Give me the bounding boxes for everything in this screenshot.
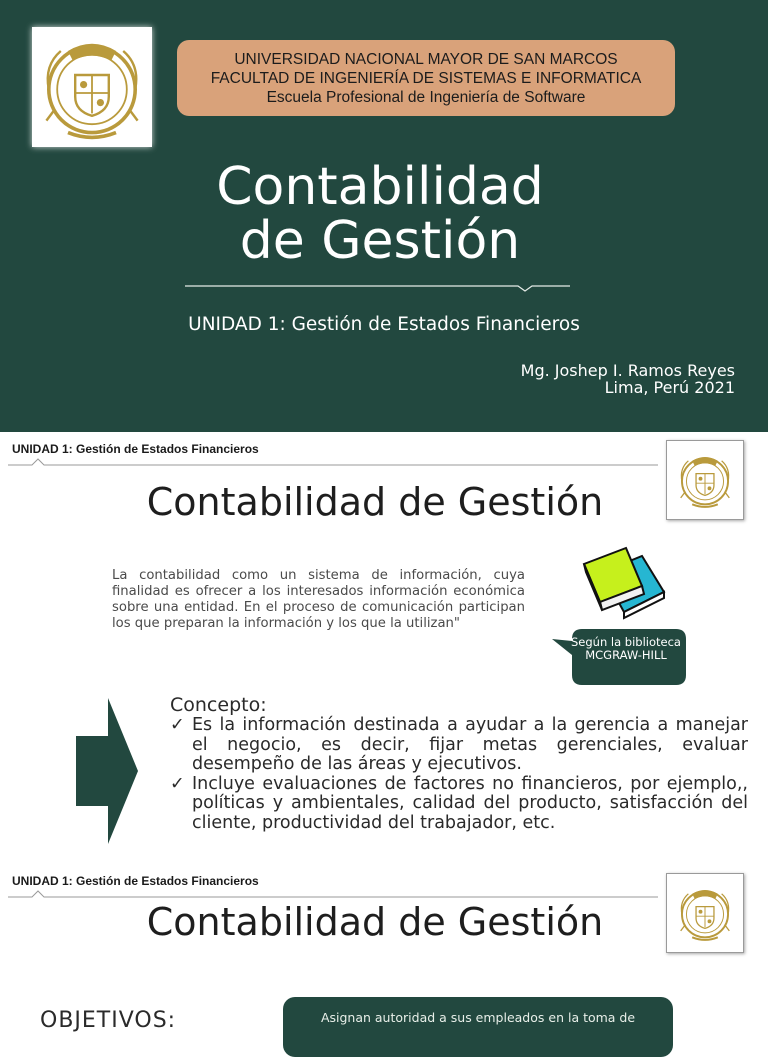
concept-item	[170, 716, 748, 775]
check-icon: ✓	[170, 715, 185, 735]
university-seal-icon	[32, 27, 152, 147]
source-callout-text: Según la biblioteca MCGRAW-HILL	[571, 635, 681, 662]
cover-author-block	[521, 362, 735, 396]
cover-divider	[185, 281, 570, 293]
concept-item	[170, 775, 748, 834]
concept-title: Concepto:	[170, 694, 267, 716]
cover-title-line-2: de Gestión	[239, 211, 521, 271]
university-name: UNIVERSIDAD NACIONAL MAYOR DE SAN MARCOS	[234, 50, 618, 68]
school-name: Escuela Profesional de Ingeniería de Software	[266, 88, 586, 106]
header-divider	[8, 457, 658, 471]
concept-item-text: Es la información destinada a ayudar a la gerencia a manejar el negocio, es decir, fijar metas gerenciales, evaluar desempeño de las áreas y ejecutivos.	[192, 715, 748, 774]
place-date: Lima, Perú 2021	[604, 378, 735, 397]
source-callout	[552, 629, 686, 685]
cover-title-line-1: Contabilidad	[216, 157, 544, 217]
author-name: Mg. Joshep I. Ramos Reyes	[520, 361, 735, 380]
chevron-arrow-icon	[76, 698, 138, 844]
university-seal-icon	[666, 440, 744, 520]
objective-box	[283, 997, 673, 1057]
cover-title	[130, 157, 630, 271]
cover-slide	[0, 0, 768, 432]
slide-title: Contabilidad de Gestión	[146, 900, 604, 944]
slide-title: Contabilidad de Gestión	[146, 480, 604, 524]
university-seal-icon	[666, 873, 744, 953]
unit-header: UNIDAD 1: Gestión de Estados Financieros	[12, 442, 259, 456]
objectives-slide	[0, 862, 768, 1033]
intro-paragraph: La contabilidad como un sistema de información, cuya finalidad es ofrecer a los interesados información económica sobre una entidad. En el proceso de comunicación participan los que preparan la información y los que la utilizan"	[112, 568, 525, 631]
check-icon: ✓	[170, 773, 185, 794]
objective-box-text: Asignan autoridad a sus empleados en la toma de	[320, 1010, 636, 1025]
concept-slide	[0, 432, 768, 860]
unit-header: UNIDAD 1: Gestión de Estados Financieros	[12, 874, 259, 888]
faculty-name: FACULTAD DE INGENIERÍA DE SISTEMAS E INFORMATICA	[210, 69, 642, 87]
books-icon	[580, 542, 666, 620]
concept-item-text: Incluye evaluaciones de factores no financieros, por ejemplo,, políticas y ambientales, calidad del producto, satisfacción del cliente, productividad del trabajador, etc.	[192, 773, 748, 833]
university-banner	[177, 40, 675, 116]
cover-subtitle: UNIDAD 1: Gestión de Estados Financieros	[188, 314, 580, 335]
objectives-label: OBJETIVOS:	[40, 1008, 177, 1033]
concept-block	[170, 694, 748, 833]
